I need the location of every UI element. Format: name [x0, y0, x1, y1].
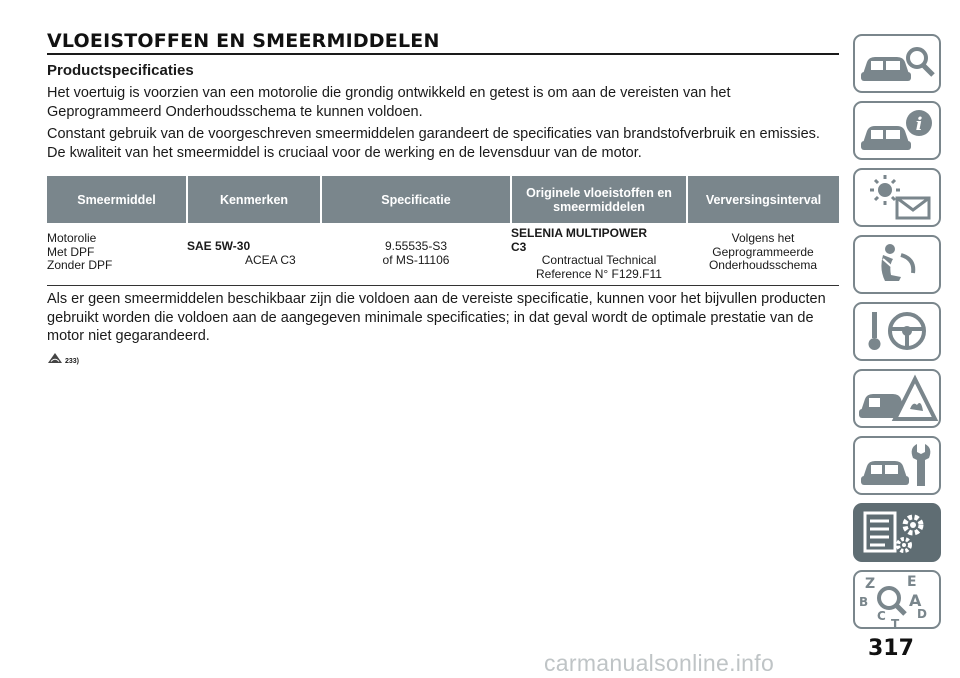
svg-text:Z: Z: [865, 576, 876, 592]
tab-car-info[interactable]: [853, 101, 941, 160]
cell-specification: 9.55535-S3 of MS-11106: [321, 223, 511, 286]
cell-change-interval: Volgens het Geprogrammeerde Onderhoudsschema: [687, 223, 839, 286]
page-number: 317: [868, 636, 914, 661]
tab-maintenance[interactable]: [853, 436, 941, 495]
seat-airbag-icon: [855, 237, 939, 292]
tab-car-search[interactable]: [853, 34, 941, 93]
svg-text:i: i: [915, 114, 923, 135]
page-content: [47, 30, 839, 365]
cell-lubricant: Motorolie Met DPF Zonder DPF: [47, 223, 187, 286]
tab-technical-data[interactable]: [853, 503, 941, 562]
tab-warning-lights[interactable]: [853, 168, 941, 227]
car-info-icon: [855, 103, 939, 158]
svg-text:C: C: [877, 609, 886, 623]
table-header-row: [47, 176, 839, 223]
tab-starting-driving[interactable]: [853, 302, 941, 361]
tab-safety[interactable]: [853, 235, 941, 294]
key-steering-wheel-icon: [855, 304, 939, 359]
header-specification: Specificatie: [321, 176, 511, 223]
cell-characteristics: SAE 5W-30 ACEA C3: [187, 223, 321, 286]
tab-index[interactable]: [853, 570, 941, 629]
note-paragraph: Als er geen smeermiddelen beschikbaar zijn die voldoen aan de vereiste specificatie, kunnen voor het bijvullen producten gebruikt worden die voldoen aan de aangegeven minimale specificaties; in dat geval wordt de optimale prestatie van de motor niet gegarandeerd.: [47, 291, 826, 344]
car-search-icon: [855, 36, 939, 91]
tab-emergency[interactable]: [853, 369, 941, 428]
svg-text:D: D: [917, 607, 927, 621]
table-row: [47, 223, 839, 286]
cell-original-fluids: SELENIA MULTIPOWER C3 Contractual Technical Reference N° F129.F11: [511, 223, 687, 286]
section-title: Productspecificaties: [47, 62, 194, 79]
header-original-fluids: Originele vloeistoffen en smeermiddelen: [511, 176, 687, 223]
warning-ref-number: 233): [65, 357, 80, 365]
paragraph-2: Constant gebruik van de voorgeschreven smeermiddelen garandeert de specificaties van brandstofverbruik en emissies. De kwaliteit van het smeermiddel is cruciaal voor de werking en de levensduur van de motor.: [47, 126, 820, 161]
chapter-title: VLOEISTOFFEN EN SMEERMIDDELEN: [47, 30, 839, 55]
specification-table: [47, 176, 839, 286]
specs-gears-icon: [855, 505, 939, 560]
svg-text:A: A: [909, 591, 922, 610]
paragraph-1: Het voertuig is voorzien van een motorolie die grondig ontwikkeld en getest is om aan de vereisten van het Geprogrammeerd Onderhoudsschema te kunnen voldoen.: [47, 85, 731, 120]
alphabet-index-icon: [855, 572, 939, 627]
car-warning-triangle-icon: [855, 371, 939, 426]
svg-text:T: T: [891, 617, 900, 627]
svg-text:E: E: [907, 574, 917, 590]
svg-text:B: B: [859, 595, 869, 609]
warning-reference[interactable]: [47, 352, 839, 365]
header-change-interval: Verversingsinterval: [687, 176, 839, 223]
header-lubricant: Smeermiddel: [47, 176, 187, 223]
watermark: carmanualsonline.info: [544, 650, 775, 676]
header-characteristics: Kenmerken: [187, 176, 321, 223]
warning-light-mail-icon: [855, 170, 939, 225]
warning-icon: [47, 352, 63, 364]
car-wrench-icon: [855, 438, 939, 493]
